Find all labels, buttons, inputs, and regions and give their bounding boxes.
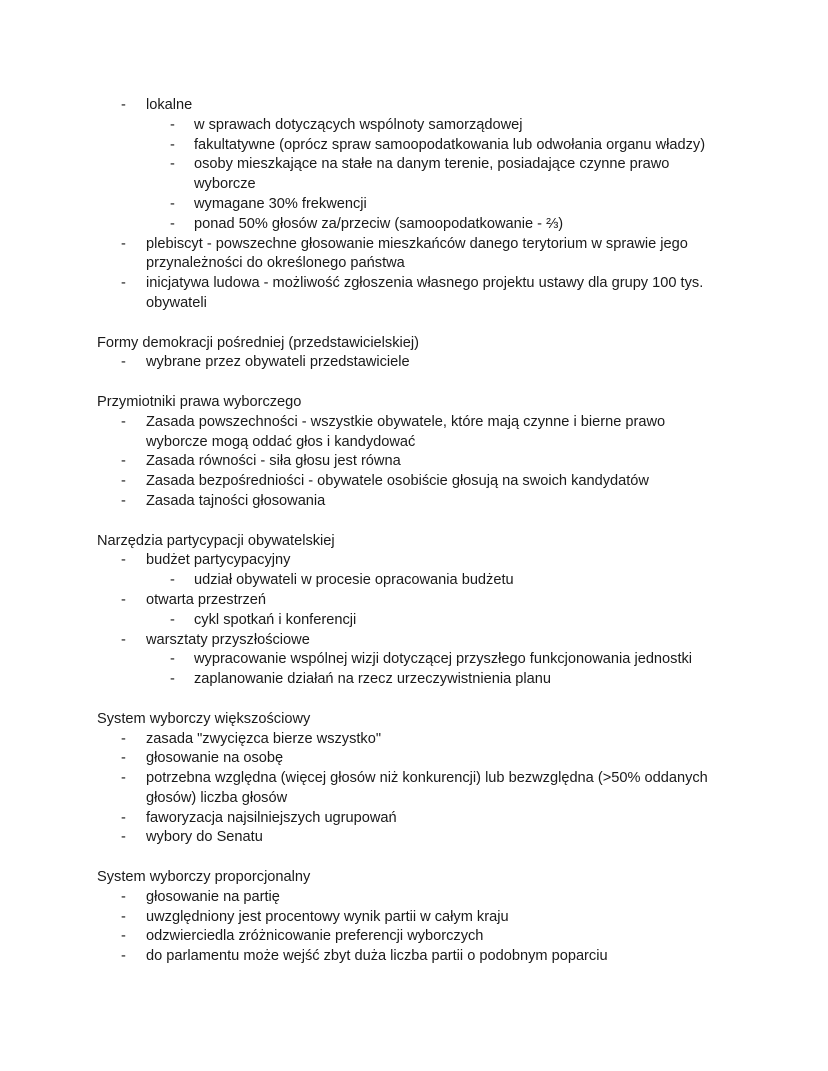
document-page xyxy=(0,96,828,967)
bullet-item xyxy=(0,730,828,750)
dash-bullet-marker: - xyxy=(121,591,126,608)
bullet-item xyxy=(0,433,828,453)
sub-bullet-item xyxy=(0,670,828,690)
sub-bullet-item xyxy=(0,611,828,631)
line-text: potrzebna względna (więcej głosów niż konkurencji) lub bezwzględna (>50% oddanych xyxy=(146,770,708,787)
section-heading xyxy=(0,710,828,730)
dash-bullet-marker: - xyxy=(121,354,126,371)
line-text: głosów) liczba głosów xyxy=(146,789,288,806)
bullet-item xyxy=(0,927,828,947)
line-text: Zasada równości - siła głosu jest równa xyxy=(146,453,401,470)
bullet-item xyxy=(0,492,828,512)
line-text: odzwierciedla zróżnicowanie preferencji wyborczych xyxy=(146,928,484,945)
dash-bullet-marker: - xyxy=(170,136,175,153)
line-text: Formy demokracji pośredniej (przedstawicielskiej) xyxy=(97,334,419,351)
dash-bullet-marker: - xyxy=(121,888,126,905)
line-text: obywateli xyxy=(146,294,207,311)
line-text: budżet partycypacyjny xyxy=(146,552,291,569)
dash-bullet-marker: - xyxy=(121,631,126,648)
line-text: zasada "zwycięzca bierze wszystko" xyxy=(146,730,382,747)
section-heading xyxy=(0,393,828,413)
line-text: Zasada tajności głosowania xyxy=(146,492,326,509)
sub-bullet-item xyxy=(0,571,828,591)
bullet-item xyxy=(0,96,828,116)
line-text: Zasada powszechności - wszystkie obywatele, które mają czynne i bierne prawo xyxy=(146,413,666,430)
dash-bullet-marker: - xyxy=(121,97,126,113)
line-text: osoby mieszkające na stałe na danym terenie, posiadające czynne prawo xyxy=(194,156,670,173)
line-text: wybrane przez obywateli przedstawiciele xyxy=(146,354,410,371)
section-heading xyxy=(0,532,828,552)
bullet-item xyxy=(0,452,828,472)
dash-bullet-marker: - xyxy=(121,235,126,252)
line-text: wyborcze mogą oddać głos i kandydować xyxy=(146,433,416,450)
section-heading xyxy=(0,868,828,888)
dash-bullet-marker: - xyxy=(121,928,126,945)
dash-bullet-marker: - xyxy=(170,116,175,133)
dash-bullet-marker: - xyxy=(170,572,175,589)
sub-bullet-item xyxy=(0,175,828,195)
sub-bullet-item xyxy=(0,195,828,215)
bullet-item xyxy=(0,888,828,908)
dash-bullet-marker: - xyxy=(121,750,126,767)
sub-bullet-item xyxy=(0,215,828,235)
dash-bullet-marker: - xyxy=(121,413,126,430)
dash-bullet-marker: - xyxy=(121,730,126,747)
bullet-item xyxy=(0,551,828,571)
dash-bullet-marker: - xyxy=(170,651,175,668)
dash-bullet-marker: - xyxy=(121,948,126,965)
bullet-item xyxy=(0,353,828,373)
dash-bullet-marker: - xyxy=(170,215,175,232)
line-text: Narzędzia partycypacji obywatelskiej xyxy=(97,532,335,549)
bullet-item xyxy=(0,274,828,294)
line-text: warsztaty przyszłościowe xyxy=(146,631,310,648)
line-text: wybory do Senatu xyxy=(146,829,263,846)
dash-bullet-marker: - xyxy=(121,492,126,509)
line-text: fakultatywne (oprócz spraw samoopodatkowania lub odwołania organu władzy) xyxy=(194,136,706,153)
sub-bullet-item xyxy=(0,116,828,136)
line-text: głosowanie na osobę xyxy=(146,750,284,767)
paragraph-gap xyxy=(0,512,828,532)
dash-bullet-marker: - xyxy=(170,611,175,628)
line-text: cykl spotkań i konferencji xyxy=(194,611,357,628)
line-text: głosowanie na partię xyxy=(146,888,280,905)
dash-bullet-marker: - xyxy=(170,156,175,173)
bullet-item xyxy=(0,294,828,314)
bullet-item xyxy=(0,749,828,769)
dash-bullet-marker: - xyxy=(121,829,126,846)
line-text: System wyborczy większościowy xyxy=(97,710,311,727)
line-text: uwzględniony jest procentowy wynik partii w całym kraju xyxy=(146,908,509,925)
bullet-item xyxy=(0,631,828,651)
bullet-item xyxy=(0,908,828,928)
bullet-item xyxy=(0,789,828,809)
line-text: w sprawach dotyczących wspólnoty samorządowej xyxy=(194,116,523,133)
line-text: System wyborczy proporcjonalny xyxy=(97,869,311,886)
line-text: wypracowanie wspólnej wizji dotyczącej przyszłego funkcjonowania jednostki xyxy=(194,651,693,668)
section-heading xyxy=(0,334,828,354)
dash-bullet-marker: - xyxy=(121,908,126,925)
dash-bullet-marker: - xyxy=(121,275,126,292)
bullet-item xyxy=(0,591,828,611)
sub-bullet-item xyxy=(0,155,828,175)
dash-bullet-marker: - xyxy=(121,552,126,569)
bullet-item xyxy=(0,769,828,789)
dash-bullet-marker: - xyxy=(121,809,126,826)
line-text: wymagane 30% frekwencji xyxy=(194,195,367,212)
line-text: przynależności do określonego państwa xyxy=(146,255,405,272)
sub-bullet-item xyxy=(0,136,828,156)
line-text: otwarta przestrzeń xyxy=(146,591,267,608)
dash-bullet-marker: - xyxy=(121,453,126,470)
dash-bullet-marker: - xyxy=(121,770,126,787)
line-text: inicjatywa ludowa - możliwość zgłoszenia własnego projektu ustawy dla grupy 100 tys. xyxy=(146,275,704,292)
dash-bullet-marker: - xyxy=(121,473,126,490)
bullet-item xyxy=(0,809,828,829)
line-text: ponad 50% głosów za/przeciw (samoopodatkowanie - ⅔) xyxy=(194,215,564,232)
dash-bullet-marker: - xyxy=(170,195,175,212)
line-text: plebiscyt - powszechne głosowanie mieszkańców danego terytorium w sprawie jego xyxy=(146,235,688,252)
line-text: do parlamentu może wejść zbyt duża liczba partii o podobnym poparciu xyxy=(146,948,608,965)
bullet-item xyxy=(0,828,828,848)
paragraph-gap xyxy=(0,314,828,334)
bullet-item xyxy=(0,235,828,255)
line-text: lokalne xyxy=(146,97,193,113)
bullet-item xyxy=(0,472,828,492)
line-text: zaplanowanie działań na rzecz urzeczywistnienia planu xyxy=(194,671,551,688)
bullet-item xyxy=(0,413,828,433)
line-text: Przymiotniki prawa wyborczego xyxy=(97,393,302,410)
bullet-item xyxy=(0,947,828,967)
line-text: wyborcze xyxy=(194,176,256,193)
paragraph-gap xyxy=(0,690,828,710)
paragraph-gap xyxy=(0,373,828,393)
dash-bullet-marker: - xyxy=(170,671,175,688)
line-text: Zasada bezpośredniości - obywatele osobiście głosują na swoich kandydatów xyxy=(146,473,649,490)
paragraph-gap xyxy=(0,848,828,868)
line-text: faworyzacja najsilniejszych ugrupowań xyxy=(146,809,397,826)
bullet-item xyxy=(0,254,828,274)
sub-bullet-item xyxy=(0,650,828,670)
line-text: udział obywateli w procesie opracowania budżetu xyxy=(194,572,514,589)
